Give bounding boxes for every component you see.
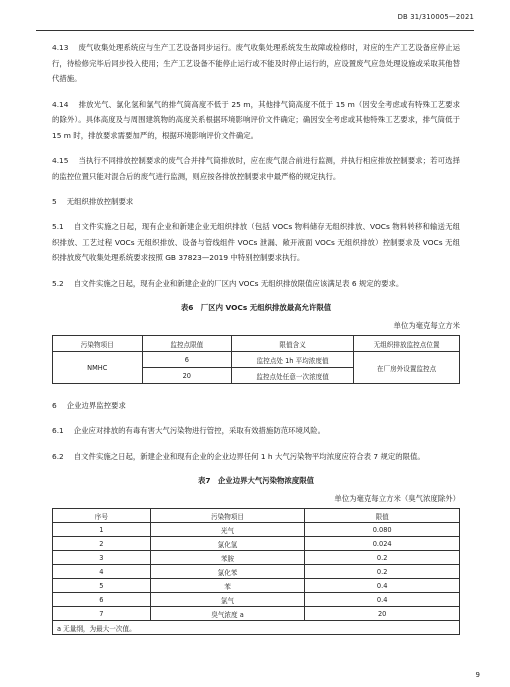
section-heading-5 [52,194,460,209]
table7 [52,508,460,635]
column-header: 监控点限值 [142,336,232,352]
column-header: 污染物项目 [150,509,305,523]
doc-code: DB 31/310005—2021 [397,13,474,21]
section-number: 6 [52,401,57,410]
limit-cell: 0.2 [305,565,460,579]
column-header: 污染物项目 [53,336,143,352]
table7-unit: 单位为毫克每立方米（臭气浓度除外） [334,494,460,503]
limit-cell: 20 [305,607,460,621]
clause-text: 排放光气、氯化氢和氯气的排气筒高度不低于 25 m，其他排气筒高度不低于 15 m（因安全考虑或有特殊工艺要求的除外）。具体高度及与周围建筑物的高度关系根据环境影响评价文件确定；确因安全考虑或其他特殊工艺要求，排气筒低于 15 m 时，排放要求需要加严的，根据环境影响评价文件确定。 [52,99,460,140]
section-heading-6 [52,398,460,413]
clause-number: 5.2 [52,278,64,288]
clause-text: 废气收集处理系统应与生产工艺设备同步运行。废气收集处理系统发生故障或检修时，对应的生产工艺设备应停止运行，待检修完毕后同步投入使用；生产工艺设备不能停止运行或不能及时停止运行的，应设置废气应急处理设施或采取其他替代措施。 [52,43,460,83]
table-header-row [53,336,460,352]
clause-number: 4.15 [52,156,69,165]
meaning-cell: 监控点处任意一次浓度值 [232,368,354,384]
limit-cell: 0.080 [305,523,460,537]
header-rule [36,30,474,31]
index-cell: 4 [53,565,151,579]
table-row [53,607,460,621]
meaning-cell: 监控点处 1h 平均浓度值 [232,352,354,368]
table-row [53,551,460,565]
limit-cell: 6 [142,352,232,368]
index-cell: 2 [53,537,151,551]
table-row [53,537,460,551]
page-number: 9 [475,671,480,679]
index-cell: 5 [53,579,151,593]
limit-cell: 0.2 [305,551,460,565]
table-row [53,352,460,368]
table-row [53,565,460,579]
clause-text: 企业应对排放的有毒有害大气污染物进行管控，采取有效措施防范环境风险。 [73,426,326,435]
clause-4-14 [52,97,460,144]
clause-text: 自文件实施之日起，新建企业和现有企业的企业边界任何 1 h 大气污染物平均浓度应符合表 7 规定的限值。 [73,451,425,461]
document-body [52,40,460,635]
table-row [53,593,460,607]
index-cell: 6 [53,593,151,607]
pollutant-cell: 光气 [150,523,305,537]
table-footnote: a 无量纲，为最大一次值。 [53,621,460,635]
clause-6-1 [52,423,460,439]
clause-6-2 [52,449,460,465]
clause-text: 自文件实施之日起，现有企业和新建企业无组织排放（包括 VOCs 物料储存无组织排放、VOCs 物料转移和输送无组织排放、工艺过程 VOCs 无组织排放、设备与管线组件 VOCs 泄漏、敞开液面 VOCs 无组织排放）控制要求及 VOCs 无组织排放废气收集处理系统要求按照 GB 37823—2019 中特别控制要求执行。 [52,222,460,262]
table6 [52,335,460,384]
section-title: 无组织排放控制要求 [66,197,134,206]
clause-4-15 [52,153,460,184]
table-header-row [53,509,460,523]
index-cell: 1 [53,523,151,537]
table-note-row [53,621,460,635]
pollutant-cell: 臭气浓度 a [150,607,305,621]
table6-title: 表6 厂区内 VOCs 无组织排放最高允许限值 [180,303,332,312]
pollutant-cell: 氯化苯 [150,565,305,579]
limit-cell: 20 [142,368,232,384]
clause-number: 4.13 [52,43,69,52]
clause-number: 4.14 [52,99,69,109]
clause-5-1 [52,219,460,266]
column-header: 无组织排放监控点位置 [354,336,460,352]
clause-number: 6.1 [52,426,64,435]
limit-cell: 0.4 [305,593,460,607]
table7-title: 表7 企业边界大气污染物浓度限值 [197,476,314,485]
pollutant-cell: 苯胺 [150,551,305,565]
clause-5-2 [52,276,460,292]
column-header: 序号 [53,509,151,523]
clause-4-13 [52,40,460,87]
pollutant-cell: 氯化氢 [150,537,305,551]
pollutant-cell: 氯气 [150,593,305,607]
location-cell: 在厂房外设置监控点 [354,352,460,384]
table-row [53,579,460,593]
section-title: 企业边界监控要求 [66,401,126,410]
clause-number: 6.2 [52,451,64,461]
section-number: 5 [52,197,57,206]
index-cell: 7 [53,607,151,621]
limit-cell: 0.024 [305,537,460,551]
clause-number: 5.1 [52,222,64,231]
pollutant-cell: 苯 [150,579,305,593]
limit-cell: 0.4 [305,579,460,593]
column-header: 限值含义 [232,336,354,352]
pollutant-cell: NMHC [53,352,143,384]
clause-text: 自文件实施之日起，现有企业和新建企业的厂区内 VOCs 无组织排放限值应该满足表 6 规定的要求。 [73,278,404,288]
clause-text: 当执行不同排放控制要求的废气合并排气筒排放时，应在废气混合前进行监测，并执行相应排放控制要求；若可选择的监控位置只能对混合后的废气进行监测，则应按各排放控制要求中最严格的规定执行。 [52,156,460,181]
index-cell: 3 [53,551,151,565]
column-header: 限值 [305,509,460,523]
table6-unit: 单位为毫克每立方米 [393,321,460,330]
table-row [53,523,460,537]
